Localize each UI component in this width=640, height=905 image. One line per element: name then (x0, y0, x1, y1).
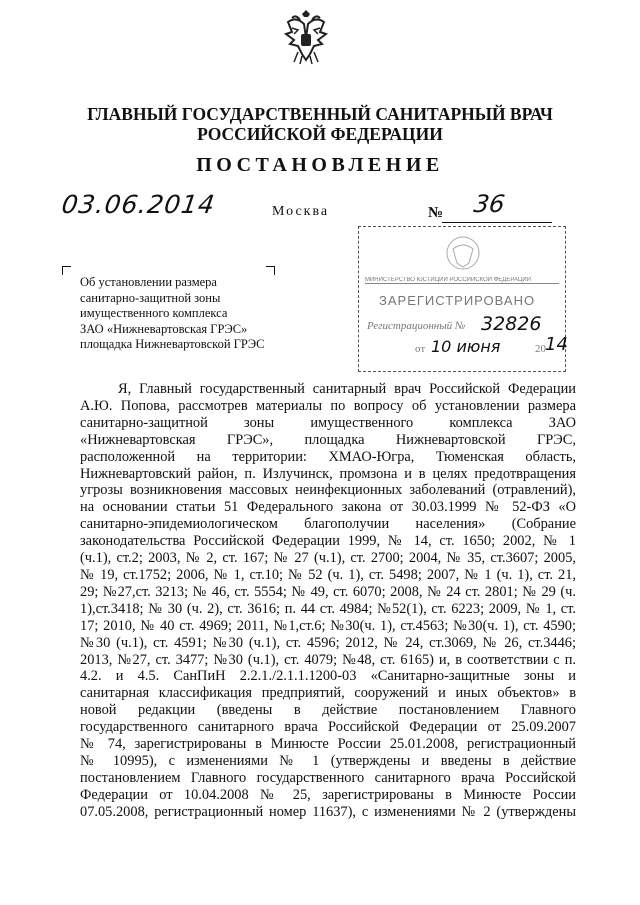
body-line: № 74, зарегистрированы в Минюсте России 25.01.2008, регистрационный (80, 736, 576, 753)
body-line: 17; 2010, № 40 ст. 4969; 2011, №1,ст.6; №30(ч. 1), ст.4563; №30(ч. 1), ст. 4590; (80, 617, 576, 634)
coat-of-arms-icon (280, 8, 332, 66)
subject-line: имущественного комплекса (80, 306, 228, 321)
document-body (80, 381, 576, 821)
subject-line: площадка Нижневартовской ГРЭС (80, 337, 265, 352)
body-line: расположенной на территории: ХМАО-Югра, Тюменская область, (80, 448, 576, 465)
document-number: 36 (472, 190, 507, 218)
authority-line-1: ГЛАВНЫЙ ГОСУДАРСТВЕННЫЙ САНИТАРНЫЙ ВРАЧ (87, 104, 553, 124)
body-line: 1),ст.3418; № 30 (ч. 2), ст. 3616; п. 44 ст. 4984; №52(1), ст. 6223; 2009, № 1, ст. (80, 600, 576, 617)
document-city: Москва (272, 204, 330, 219)
stamp-year-prefix: 20 (535, 343, 546, 355)
subject-line: ЗАО «Нижневартовская ГРЭС» (80, 321, 248, 336)
body-line: № 19, ст.1752; 2006, № 1, ст.10; № 52 (ч. 1), ст. 5498; 2007, № 1 (ч. 1), ст. 21, (80, 566, 576, 583)
number-underline (442, 222, 552, 223)
stamp-date-value: 10 июня (431, 337, 501, 356)
body-line: санитарная классификация предприятий, сооружений и иных объектов» в (80, 685, 576, 702)
subject-bracket-left (62, 266, 71, 275)
number-sign: № (428, 205, 444, 221)
body-line: 4.2. и 4.5. СанПиН 2.2.1./2.1.1.1200-03 «Санитарно-защитные зоны и (80, 668, 576, 685)
stamp-date-label: от (415, 343, 426, 355)
body-line: 07.05.2008, регистрационный номер 11637), с изменениями № 2 (утверждены (80, 803, 576, 820)
body-line: 29; №27,ст. 3213; № 46, ст. 5554; № 49, ст. 6070; 2008, № 24 ст. 2801; № 29 (ч. (80, 583, 576, 600)
stamp-emblem-icon (443, 233, 483, 273)
subject-line: Об установлении размера (80, 275, 217, 289)
body-line: законодательства Российской Федерации 1999, № 14, ст. 1650; 2002, № 1 (80, 533, 576, 550)
body-line: постановлением Главного государственного санитарного врача Российской (80, 769, 576, 786)
authority-line-2: РОССИЙСКОЙ ФЕДЕРАЦИИ (197, 124, 443, 144)
registration-stamp (358, 226, 566, 372)
body-line: №30 (ч.1), ст. 4591; №30 (ч.1), ст. 4596; 2012, № 24, ст.3069, № 26, ст.3446; (80, 634, 576, 651)
stamp-reg-label: Регистрационный № (367, 320, 466, 332)
issuing-authority (0, 104, 640, 144)
subject-bracket-right (266, 266, 275, 275)
body-line: Я, Главный государственный санитарный врач Российской Федерации (118, 381, 576, 397)
body-line: А.Ю. Попова, рассмотрев материалы по вопросу об установлении размера (80, 397, 576, 414)
body-line: № 10995), с изменениями № 1 (утверждены и введены в действие (80, 752, 576, 769)
stamp-status: ЗАРЕГИСТРИРОВАНО (379, 293, 536, 308)
body-line: Нижневартовский район, п. Излучинск, промзона и в целях предотвращения (80, 465, 576, 482)
body-line: санитарно-эпидемиологическом благополучии населения» (Собрание (80, 516, 576, 533)
body-line: угрозы возникновения массовых неинфекционных заболеваний (отравлений), (80, 482, 576, 499)
stamp-year-suffix: 14 (545, 334, 568, 355)
body-line: «Нижневартовская ГРЭС», площадка Нижневартовской ГРЭС, (80, 431, 576, 448)
body-line: 2013, №27, ст. 3477; №30 (ч.1), ст. 4079; №48, ст. 6165) и, в соответствии с п. (80, 651, 576, 668)
document-date: 03.06.2014 (59, 190, 218, 219)
body-line: новой редакции (введены в действие постановлением Главного (80, 702, 576, 719)
body-line: на основании статьи 51 Федерального закона от 30.03.1999 № 52-ФЗ «О (80, 499, 576, 516)
stamp-reg-number: 32826 (481, 313, 542, 335)
body-line: государственного санитарного врача Российской Федерации от 25.09.2007 (80, 719, 576, 736)
subject-line: санитарно-защитной зоны (80, 290, 221, 305)
body-line: санитарно-защитной зоны имущественного комплекса ЗАО (80, 414, 576, 431)
document-subject (80, 275, 264, 353)
stamp-ministry: МИНИСТЕРСТВО ЮСТИЦИИ РОССИЙСКОЙ ФЕДЕРАЦИИ (365, 277, 559, 284)
body-line: (ч.1), ст.2; 2003, № 2, ст. 167; № 27 (ч.1), ст. 2700; 2004, № 35, ст.3607; 2005, (80, 550, 576, 567)
body-line: Федерации от 10.04.2008 № 25, зарегистрированы в Минюсте России (80, 786, 576, 803)
document-type: ПОСТАНОВЛЕНИЕ (196, 154, 444, 176)
